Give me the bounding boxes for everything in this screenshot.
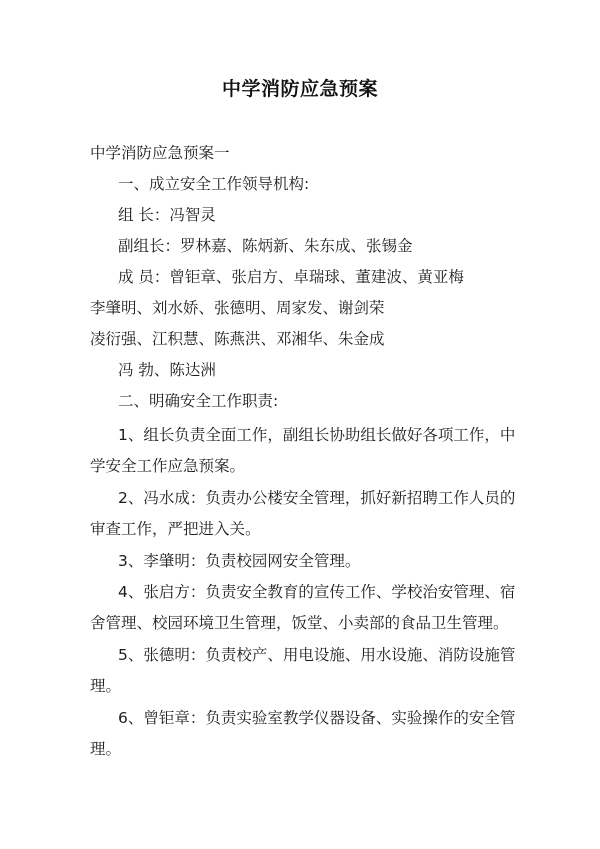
text-line-members-4: 冯 勃、陈达洲 [118,361,216,379]
duty-item-1-cont: 学安全工作应急预案。 [90,457,246,475]
text-line-deputy-leaders: 副组长：罗林嘉、陈炳新、朱东成、张锡金 [118,237,413,255]
duty-item-3: 3、李肇明：负责校园网安全管理。 [118,552,361,570]
page-title: 中学消防应急预案 [221,78,378,100]
text-line-members: 成 员：曾钜章、张启方、卓瑞球、董建波、黄亚梅 [118,268,464,286]
duty-item-1: 1、组长负责全面工作，副组长协助组长做好各项工作，中 [118,426,516,444]
duty-item-2: 2、冯水成：负责办公楼安全管理，抓好新招聘工作人员的 [118,489,516,507]
text-line-leader: 组 长：冯智灵 [118,206,216,224]
text-line-members-3: 凌衍强、江积慧、陈燕洪、邓湘华、朱金成 [90,330,385,348]
duty-item-5: 5、张德明：负责校产、用电设施、用水设施、消防设施管 [118,646,516,664]
section-heading-leadership: 一、成立安全工作领导机构: [118,175,310,193]
duty-item-6: 6、曾钜章：负责实验室教学仪器设备、实验操作的安全管 [118,709,516,727]
duty-item-5-cont: 理。 [90,677,122,695]
duty-item-4: 4、张启方：负责安全教育的宣传工作、学校治安管理、宿 [118,583,516,601]
section-heading-duties: 二、明确安全工作职责: [118,392,279,410]
document-subtitle: 中学消防应急预案一 [90,144,230,162]
duty-item-6-cont: 理。 [90,740,122,758]
duty-item-4-cont: 舍管理、校园环境卫生管理，饭堂、小卖部的食品卫生管理。 [90,614,509,632]
duty-item-2-cont: 审查工作，严把进入关。 [90,520,261,538]
text-line-members-2: 李肇明、刘水娇、张德明、周家发、谢剑荣 [90,299,385,317]
